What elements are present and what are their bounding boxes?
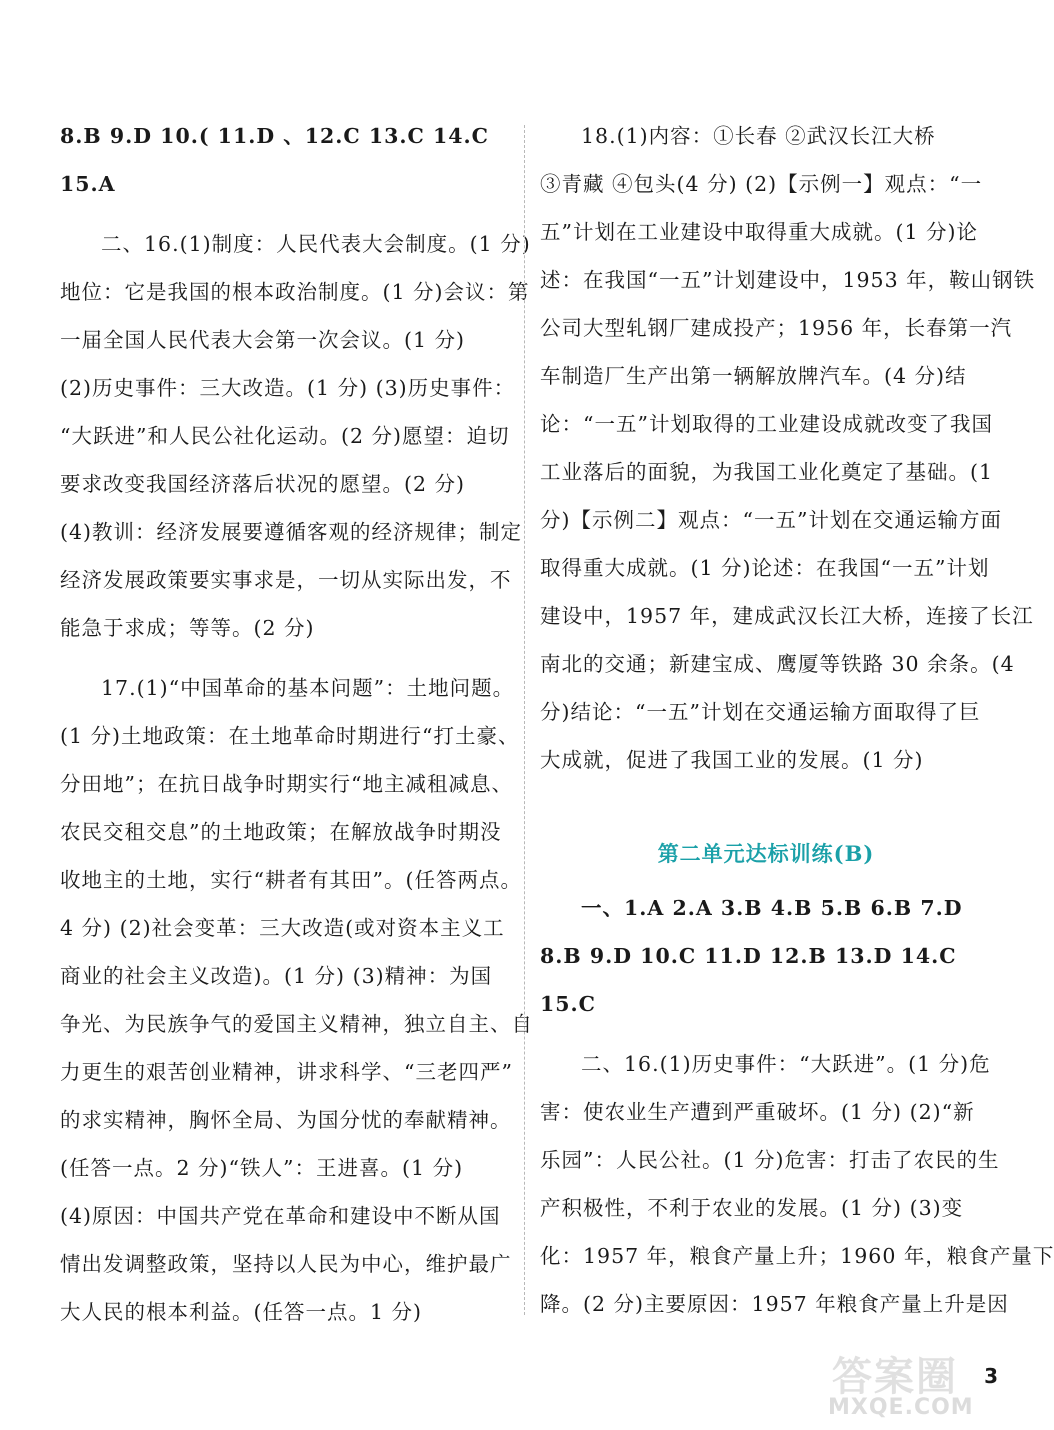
answer-16-text: 要求改变我国经济落后状况的愿望。(2 分) [60, 472, 466, 496]
answer-17-text: (任答一点。2 分)“铁人”：王进喜。(1 分) [60, 1156, 464, 1180]
answer-17-text: 的求实精神，胸怀全局、为国分忧的奉献精神。 [60, 1108, 512, 1132]
answer-16-text: 地位：它是我国的根本政治制度。(1 分)会议：第 [60, 280, 530, 304]
answer-18-text: 18.(1)内容：①长春 ②武汉长江大桥 [581, 124, 936, 148]
mc-answers-line: 8.B 9.D 10.( 11.D 、12.C 13.C 14.C [60, 124, 489, 148]
answer-17-text: 大人民的根本利益。(任答一点。1 分) [60, 1300, 423, 1324]
answer-16-text: 二、16.(1)制度：人民代表大会制度。(1 分) [101, 232, 531, 256]
answer-18-text: ③青藏 ④包头(4 分) (2)【示例一】观点：“一 [540, 172, 983, 196]
section-title: 第二单元达标训练(B) [657, 841, 875, 866]
section-answer-16-text: 乐园”：人民公社。(1 分)危害：打击了农民的生 [540, 1148, 1000, 1172]
answer-18-text: 取得重大成就。(1 分)论述：在我国“一五”计划 [540, 556, 990, 580]
answer-17-text: 争光、为民族争气的爱国主义精神，独立自主、自 [60, 1012, 533, 1036]
answer-18-text: 分)【示例二】观点：“一五”计划在交通运输方面 [540, 508, 1002, 532]
answer-17-text: 4 分) (2)社会变革：三大改造(或对资本主义工 [60, 916, 505, 940]
answer-17-text: 收地主的土地，实行“耕者有其田”。(任答两点。 [60, 868, 522, 892]
answer-17-text: 分田地”；在抗日战争时期实行“地主减租减息、 [60, 772, 513, 796]
answer-16-text: 一届全国人民代表大会第一次会议。(1 分) [60, 328, 466, 352]
mc-answers-line: 一、1.A 2.A 3.B 4.B 5.B 6.B 7.D [581, 896, 963, 920]
answer-18-text: 述：在我国“一五”计划建设中，1953 年，鞍山钢铁 [540, 268, 1036, 292]
answer-16-text: (4)教训：经济发展要遵循客观的经济规律；制定 [60, 520, 523, 544]
answer-18-text: 论：“一五”计划取得的工业建设成就改变了我国 [540, 412, 993, 436]
answer-18-text: 分)结论：“一五”计划在交通运输方面取得了巨 [540, 700, 981, 724]
watermark-logo [820, 1345, 990, 1427]
answer-16-text: 能急于求成；等等。(2 分) [60, 616, 315, 640]
answer-18-text: 五”计划在工业建设中取得重大成就。(1 分)论 [540, 220, 979, 244]
answer-17-text: 情出发调整政策，坚持以人民为中心，维护最广 [60, 1252, 512, 1276]
mc-answers-line: 15.A [60, 172, 116, 196]
section-answer-16-text: 二、16.(1)历史事件：“大跃进”。(1 分)危 [581, 1052, 991, 1076]
answer-18-text: 建设中，1957 年，建成武汉长江大桥，连接了长江 [540, 604, 1034, 628]
mc-answers-line: 15.C [540, 992, 596, 1016]
column-divider [524, 125, 525, 1315]
section-answer-16-text: 产积极性，不利于农业的发展。(1 分) (3)变 [540, 1196, 964, 1220]
answer-17-text: (1 分)土地政策：在土地革命时期进行“打土豪、 [60, 724, 520, 748]
watermark-url: MXQE.COM [828, 1395, 974, 1420]
left-column [60, 112, 533, 1336]
answer-16-text: “大跃进”和人民公社化运动。(2 分)愿望：迫切 [60, 424, 510, 448]
answer-17-text: 17.(1)“中国革命的基本问题”：土地问题。 [101, 676, 515, 700]
answer-17-text: 商业的社会主义改造)。(1 分) (3)精神：为国 [60, 964, 493, 988]
answer-17-text: 农民交租交息”的土地政策；在解放战争时期没 [60, 820, 502, 844]
answer-18-text: 南北的交通；新建宝成、鹰厦等铁路 30 余条。(4 [540, 652, 1015, 676]
section-answer-16-text: 害：使农业生产遭到严重破坏。(1 分) (2)“新 [540, 1100, 975, 1124]
answer-16-text: (2)历史事件：三大改造。(1 分) (3)历史事件： [60, 376, 516, 400]
answer-17-text: (4)原因：中国共产党在革命和建设中不断从国 [60, 1204, 501, 1228]
answer-16-text: 经济发展政策要实事求是，一切从实际出发，不 [60, 568, 512, 592]
answer-18-text: 大成就，促进了我国工业的发展。(1 分) [540, 748, 924, 772]
answer-18-text: 工业落后的面貌，为我国工业化奠定了基础。(1 [540, 460, 994, 484]
right-column [540, 112, 1054, 1328]
page-number: 3 [984, 1364, 998, 1388]
answer-18-text: 车制造厂生产出第一辆解放牌汽车。(4 分)结 [540, 364, 967, 388]
section-answer-16-text: 化：1957 年，粮食产量上升；1960 年，粮食产量下 [540, 1244, 1054, 1268]
answer-17-text: 力更生的艰苦创业精神，讲求科学、“三老四严” [60, 1060, 513, 1084]
mc-answers-line: 8.B 9.D 10.C 11.D 12.B 13.D 14.C [540, 944, 957, 968]
section-answer-16-text: 降。(2 分)主要原因：1957 年粮食产量上升是因 [540, 1292, 1009, 1316]
answer-18-text: 公司大型轧钢厂建成投产；1956 年，长春第一汽 [540, 316, 1013, 340]
watermark-text: 答案圈 [832, 1354, 958, 1400]
